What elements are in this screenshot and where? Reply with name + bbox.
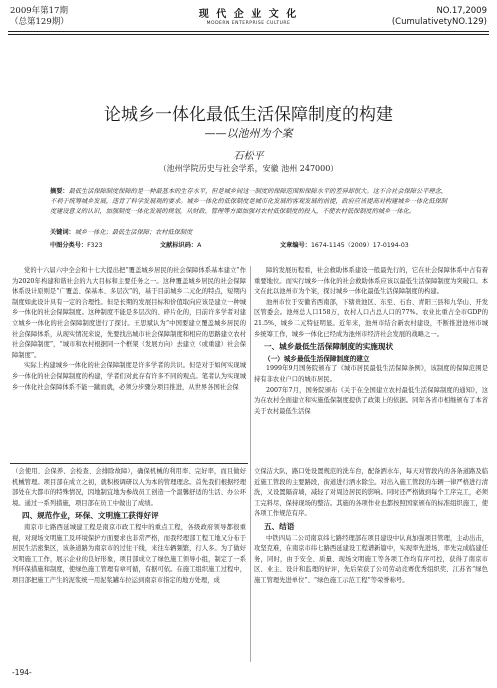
paragraph: 障的发展历程看，社会救助体系建设一般最先行的，它在社会保障体系中占有着重要地位。而实行城乡一体化的社会救助体系应该以最低生活保障制度为突破口。本文在此以池州市为个案，探讨城乡一体化最低生活保障制度的构建。 — [254, 267, 488, 296]
abstract-text: 最低生活保障制度保障的是一种最基本的生存水平，但是城乡间这一制度的保障范围和保障水平的差异却很大。这不合社会保障公平理念，不利于统筹城乡发展，违背了科学发展观的要求。城乡一体化的低保制度是城市化发展的客观发展的前提，政府应该提高对构建城乡一体化低保制度建设意义的认识，加强制度一体化发展的规划，从财政、管理等方面加强对农村低保制度的投入，不使农村低保制度的城乡一体化。 — [50, 188, 448, 215]
clc-value: F323 — [87, 242, 103, 249]
keywords-label: 关键词： — [50, 229, 75, 236]
body-right-column — [254, 266, 488, 417]
paragraph: 2007年7月，国务院颁布《关于在全国建立农村最低生活保障制度的通知》，这为在农村全面建立和实施低保制度提供了政策上的依据。同年各省市相继颁布了本省关于农村最低生活保 — [254, 386, 488, 415]
page-number: -194- — [12, 668, 32, 677]
paragraph: 1999年9月国务院颁布了《城市居民最低生活保障条例》，该制度的保障范围是持有非农业户口的城市居民。 — [254, 365, 488, 383]
article-subtitle: ——以池州为个案 — [204, 127, 293, 140]
articleno-value: 1674-1145（2009）17-0194-03 — [310, 242, 409, 249]
body-left-column — [12, 266, 246, 393]
journal-title-cn: 现 代 企 业 文 化 — [198, 9, 299, 20]
paragraph: （会使用、会保养、会检查、会排除故障），确保机械的利用率、完好率，而且做好机械管理。项目部在成立之初，就积极调研以人为本的管理理念。首先我们根据经理部处在大都市的特殊情况，因地制宜地为参战员工创造一个温馨舒适的生活、办公环境。通过一系列措施，项目部在员工中做出了成绩。 — [12, 468, 246, 507]
abstract-label: 摘要： — [50, 188, 69, 195]
header-issue-en — [392, 6, 487, 28]
continued-right-column — [254, 467, 488, 587]
paragraph: 实际上构建城乡一体化的社会保障制度是许多学者的共识。但是对于如何实现城乡一体化的社会保障制度的构建，学者们对此存有许多不同的观点。笔者认为实现城乡一体化社会保障体系不能一蹴而就，必须分步骤分项目推进，从世界各国社会保 — [12, 362, 246, 391]
header-rule-thin — [8, 34, 489, 35]
article-affiliation: （池州学院历史与社会学系，安徽 池州 247000） — [158, 164, 339, 173]
paragraph: 池州市位于安徽省西南部，下辖贵池区、东至、石台、青阳三县和九华山、开发区管委会。池州总人口158万，农村人口占总人口的77%。农业比重占全市GDP的21.5%，城乡二元特征明显。近年来，池州市结合新农村建设，不断推进池州市城乡统筹工作，城乡一体化已经成为池州市经济社会发展的战略之一。 — [254, 298, 488, 338]
doc-code — [160, 240, 201, 249]
clc-code — [50, 240, 103, 249]
keywords-text: 城乡一体化；最低生活保障；农村低保制度 — [74, 229, 193, 236]
continued-left-column — [12, 467, 246, 587]
issue-en: NO.17,2009 — [436, 6, 487, 16]
article-title: 论城乡一体化最低生活保障制度的构建 — [104, 105, 393, 125]
subsection-heading: （一）城乡最低生活保障制度的建立 — [264, 354, 370, 363]
section-heading: 五、结语 — [264, 521, 295, 531]
total-cn: （总第129期） — [10, 17, 69, 27]
column-separator — [250, 266, 251, 662]
paragraph: 党的十六届六中全会和十七大提出把“覆盖城乡居民的社会保障体系基本建立”作为2020年构建和谐社会的九大目标和主要任务之一。这种覆盖城乡居民的社会保障体系设计原则是“广覆盖、保基本、多层次”的，基于目前城乡二元化的特点，短期内制度如此设计具有一定的合理性。但是长期的发展目标和价值取向应该是建立一种城乡一体化的社会保障制度。这种制度不能是多层次的、碎片化的，目前许多学者对建立城乡一体化的社会保障制度进行了探讨。王思斌认为“中国要建立覆盖城乡居民的社会保障体系，从现实情况来说，先要找出城市社会保障制度和相应的思路建立农村社会保障制度”，“城市和农村根据同一个框架（发展方向）去建立（或重建）社会保障制度”。 — [12, 267, 246, 359]
clc-label: 中图分类号： — [50, 242, 88, 249]
doccode-label: 文献标识码： — [160, 242, 198, 249]
issue-cn: 2009年第17期 — [10, 6, 68, 16]
section-heading: 一、城乡最低生活保障制度的实施现状 — [264, 342, 394, 352]
paragraph: 中铁四局二公司南京纬七路经理部在项目建设中认真加强项目管理，主动出击，攻坚克难，在南京市纬七路西延建设工程谱新篇中，实现率先进场、率先完成临建任务，同时，由于安全、质量、现场文明施工等各项工作均有序可控，获得了南京市区、业主、设计和监理的好评，先后荣获了公司劳动竞赛优秀组织奖、江苏省“绿色施工管理先进单位”、“绿色施工示范工程”等荣誉称号。 — [254, 534, 488, 584]
total-en: (CumulativetyNO.129) — [391, 17, 487, 27]
abstract — [50, 187, 447, 217]
keywords — [50, 228, 447, 238]
articleno-label: 文章编号： — [280, 242, 311, 249]
paragraph: 立保洁大队，路口处设置规范的洗车台，配备洒水车，每天对管段内的各条道路及临近施工管段的主要路段，街道进行洒水除尘。对出入施工管段的车辆一律严格进行清洗，又设置隔音墙，减轻了对周边居民的影响。同时还严格做到每个工序完工，必须工完料尽，保持现场的整洁。其施的各项作业也都按照国家颁布的标准组织施工，使各项工作规范有序。 — [254, 468, 488, 518]
section-heading: 四、规范作业，环保、文明施工获得好评 — [22, 511, 159, 521]
doccode-value: A — [197, 242, 202, 249]
paragraph: 南京市七路西延城建工程是南京市政工程中的重点工程，各级政府领导都很重视，对现场文明施工及环境保护方面要求也非常严格，而我经理部工程工地又分布于居民生活密集区，该条道路为南京市的过往干线，来往车辆频繁，行人多。为了做好文明施工工作，展示企业的良好形象，项目部成立了绿色施工领导小组，制定了一系列环保措施和制度，使绿色施工管理有章可循，有据可依。在施工组织施工过程中，项目部把施工产生的泥浆统一用泥浆罐车拉运到南京市指定的地方处理，成 — [12, 523, 246, 584]
journal-title-en: MODERN ENTERPRISE CULTURE — [206, 21, 291, 26]
header-rule — [8, 31, 489, 32]
article-number — [280, 240, 409, 249]
article-author: 石松平 — [233, 151, 264, 162]
